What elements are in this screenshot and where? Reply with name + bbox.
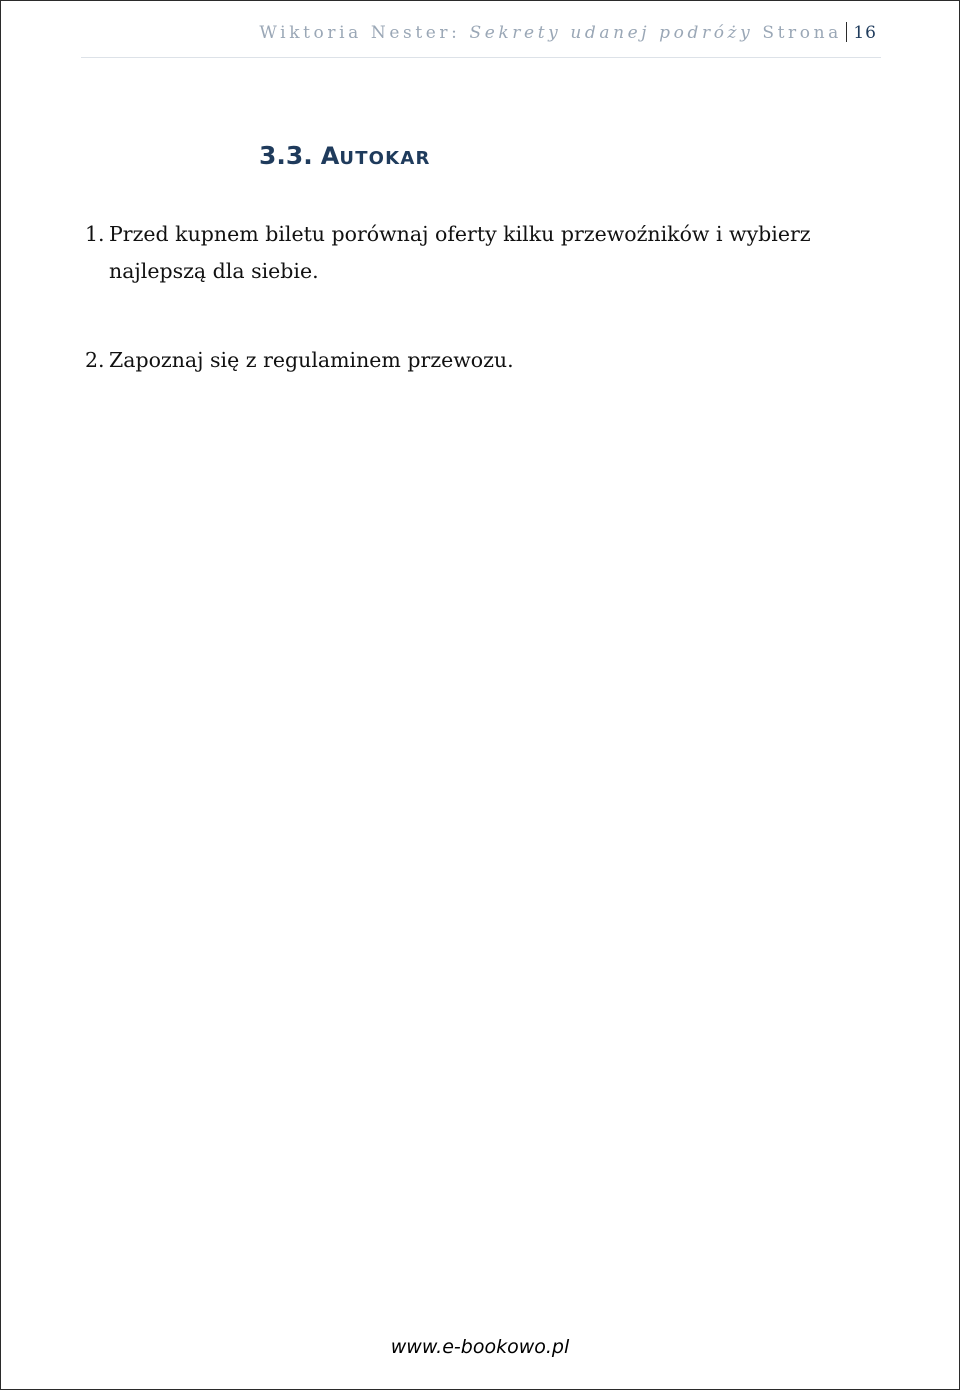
header-author: Wiktoria Nester: [259,23,461,43]
section-number: 3.3. [259,141,313,170]
list-item [85,342,885,379]
page-number: 16 [853,23,877,43]
list-item-number: 1. [85,222,105,246]
list-item-text: Przed kupnem biletu porównaj oferty kilku przewoźników i wybierz najlepszą dla siebie. [109,222,811,283]
section-title-first-letter: A [320,142,340,170]
header-page-label: Strona [762,23,842,43]
section-title-rest: UTOKAR [339,148,431,169]
header-separator [846,22,848,42]
running-header [259,21,877,45]
header-divider [81,57,881,58]
section-heading [259,139,431,176]
list-item-number: 2. [85,348,105,372]
footer-website-link[interactable]: www.e-bookowo.pl [390,1336,570,1358]
list-item-text: Zapoznaj się z regulaminem przewozu. [109,348,514,372]
list-item [85,216,885,290]
tips-list [85,216,885,379]
header-book-title: Sekrety udanej podróży [469,23,754,43]
